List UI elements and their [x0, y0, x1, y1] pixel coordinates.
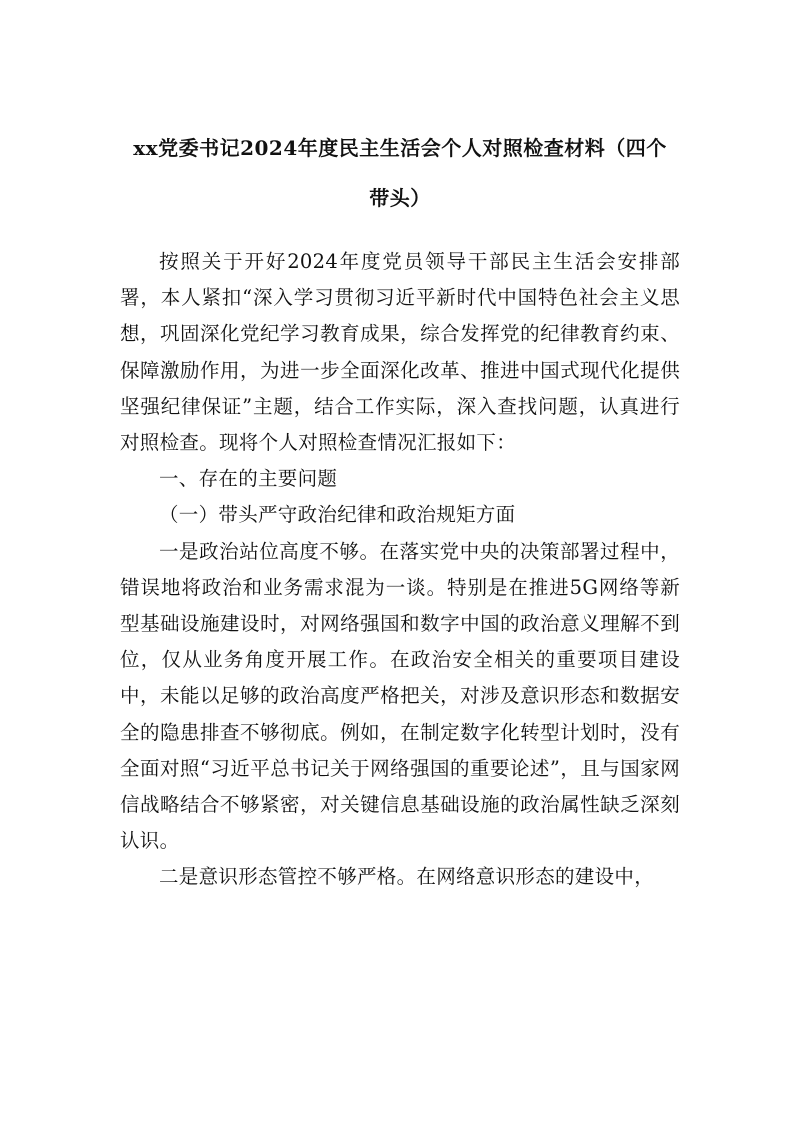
document-title-line-2: 带头） [369, 186, 431, 210]
section-heading: 一、存在的主要问题 [159, 467, 338, 491]
document-body [120, 244, 680, 896]
intro-paragraph: 按照关于开好2024年度党员领导干部民主生活会安排部署，本人紧扣“深入学习贯彻习近平新时代中国特色社会主义思想，巩固深化党纪学习教育成果，综合发挥党的纪律教育约束、保障激励作用，为进一步全面深化改革、推进中国式现代化提供坚强纪律保证”主题，结合工作实际，深入查找问题，认真进行对照检查。现将个人对照检查情况汇报如下： [120, 250, 680, 455]
body-paragraph: 一是政治站位高度不够。在落实党中央的决策部署过程中，错误地将政治和业务需求混为一谈。特别是在推进5G网络等新型基础设施建设时，对网络强国和数字中国的政治意义理解不到位，仅从业务角度开展工作。在政治安全相关的重要项目建设中，未能以足够的政治高度严格把关，对涉及意识形态和数据安全的隐患排查不够彻底。例如，在制定数字化转型计划时，没有全面对照“习近平总书记关于网络强国的重要论述”，且与国家网信战略结合不够紧密，对关键信息基础设施的政治属性缺乏深刻认识。 [120, 539, 680, 853]
document-title-line-1: xx党委书记2024年度民主生活会个人对照检查材料（四个 [133, 136, 667, 160]
subsection-heading: （一）带头严守政治纪律和政治规矩方面 [159, 503, 516, 527]
body-paragraph: 二是意识形态管控不够严格。在网络意识形态的建设中， [159, 865, 655, 889]
